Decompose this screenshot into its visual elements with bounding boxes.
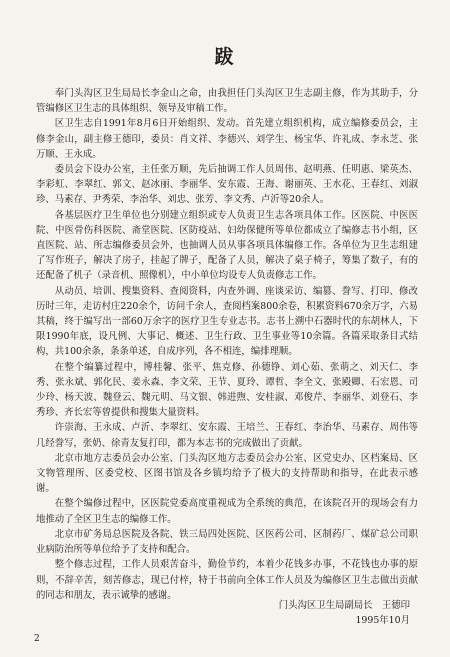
paragraph: 在整个编纂过程中，博桂馨、张平、焦克修、孙德铮、刘心茹、张萌之、刘天仁、李秀、张永斌、郭化民、姜永森、李文荣、王节、夏玲、谭哲、李全文、张殿卿、石宏恩、司少玲、杨天波、魏登云、魏元明、马文银、韩进煦、安桂淑、邓俊芹、李丽华、刘登石、李秀珍、齐长宏等曾提供和搜集大量资料。 bbox=[36, 361, 418, 419]
paragraph: 北京市地方志委员会办公室、门头沟区地方志委员会办公室、区党史办、区档案局、区文物管理所、区委党校、区图书馆及各乡镇均给予了极大的支持帮助和指导，在此表示感谢。 bbox=[36, 452, 418, 495]
paragraph: 委员会下设办公室，主任张万顺，先后抽调工作人员周伟、赵明燕、任明惠、梁英杰、李彩虹、李翠红、郭文、赵冰丽、李丽华、安东霞、王海、谢丽英、王水花、王春红、刘淑珍、马素存、尹秀荣、李治华、刘忠、张芳、李文秀、卢沂等20余人。 bbox=[36, 164, 418, 206]
paragraph: 区卫生志自1991年8月6日开始组织、发动。首先建立组织机构，成立编修委员会，主修李金山，副主修王德印，委员：肖文祥、李德兴、刘学生、杨宝华、许礼成、李永芝、张万顺、王永成。 bbox=[36, 118, 418, 160]
paragraph: 整个修志过程，工作人员艰苦奋斗，勤俭节约，本着少花钱多办事，不花钱也办事的原则，不辞辛苦，刻苦修志，现已付梓，特于书前向全体工作人员及为编修区卫生志做出贡献的同志和朋友，表示诚挚的感谢。 bbox=[36, 559, 418, 601]
paragraph: 从动员、培训、搜集资料、查阅资料，内查外调、座谈采访、编篡、誊写、打印、修改历时三年，走访村庄220余个，访问千余人，查阅档案800余卷，积累资料670余万字，六易其稿，终于编写出一部60万余字的医疗卫生专业志书。志书上溯中石器时代的东胡林人，下限1990年底，设凡例、大事记、概述、卫生行政、卫生事业等10余篇。各篇采取条目式结构，共100余条，条条单述，自成序列，各不相连，编排理顺。 bbox=[36, 285, 418, 358]
page-title: 跋 bbox=[214, 46, 236, 68]
paragraph: 许崇海、王永成、卢沂、李翠红、安东霞、王培兰、王春红、李治华、马素存、周伟等几经誊写，张奶、徐青友复打印，都为本志书的完成做出了贡献。 bbox=[36, 422, 418, 449]
paragraph: 北京市矿务局总医院及各院、铁三局四处医院、区医药公司、区制药厂、煤矿总公司职业病防治所等单位给予了支持和配合。 bbox=[36, 528, 418, 556]
paragraph: 在整个编修过程中，区医院党委高度重视成为全系统的典范，在该院召开的现场会有力地推动了全区卫生志的编修工作。 bbox=[36, 498, 418, 525]
signature-block bbox=[279, 598, 410, 628]
signature-date: 1995年10月 bbox=[355, 615, 410, 626]
page-number: 2 bbox=[34, 634, 40, 644]
paragraph: 各基层医疗卫生单位也分别建立组织或专人负责卫生志各项具体工作。区医院、中医医院、中医骨伤科医院、斋堂医院、区防疫站、妇幼保健所等单位都成立了编修志书小组，区直医院、站、所志编修委员会外，也抽调人员从事各项具体编修工作。各单位为卫生志组建了写作班子，解决了房子，挂起了牌子，配备了人员，解决了桌子椅子，筹集了数子，有的还配备了机子（录音机、照像机），中小单位均设专人负责修志工作。 bbox=[36, 209, 418, 282]
signature-author: 门头沟区卫生局副局长 王德印 bbox=[278, 600, 410, 611]
body-text bbox=[36, 86, 418, 603]
paragraph: 奉门头沟区卫生局局长李金山之命，由我担任门头沟区卫生志副主修，作为其助手，分管编修区卫生志的具体组织、领导及审稿工作。 bbox=[36, 88, 418, 115]
